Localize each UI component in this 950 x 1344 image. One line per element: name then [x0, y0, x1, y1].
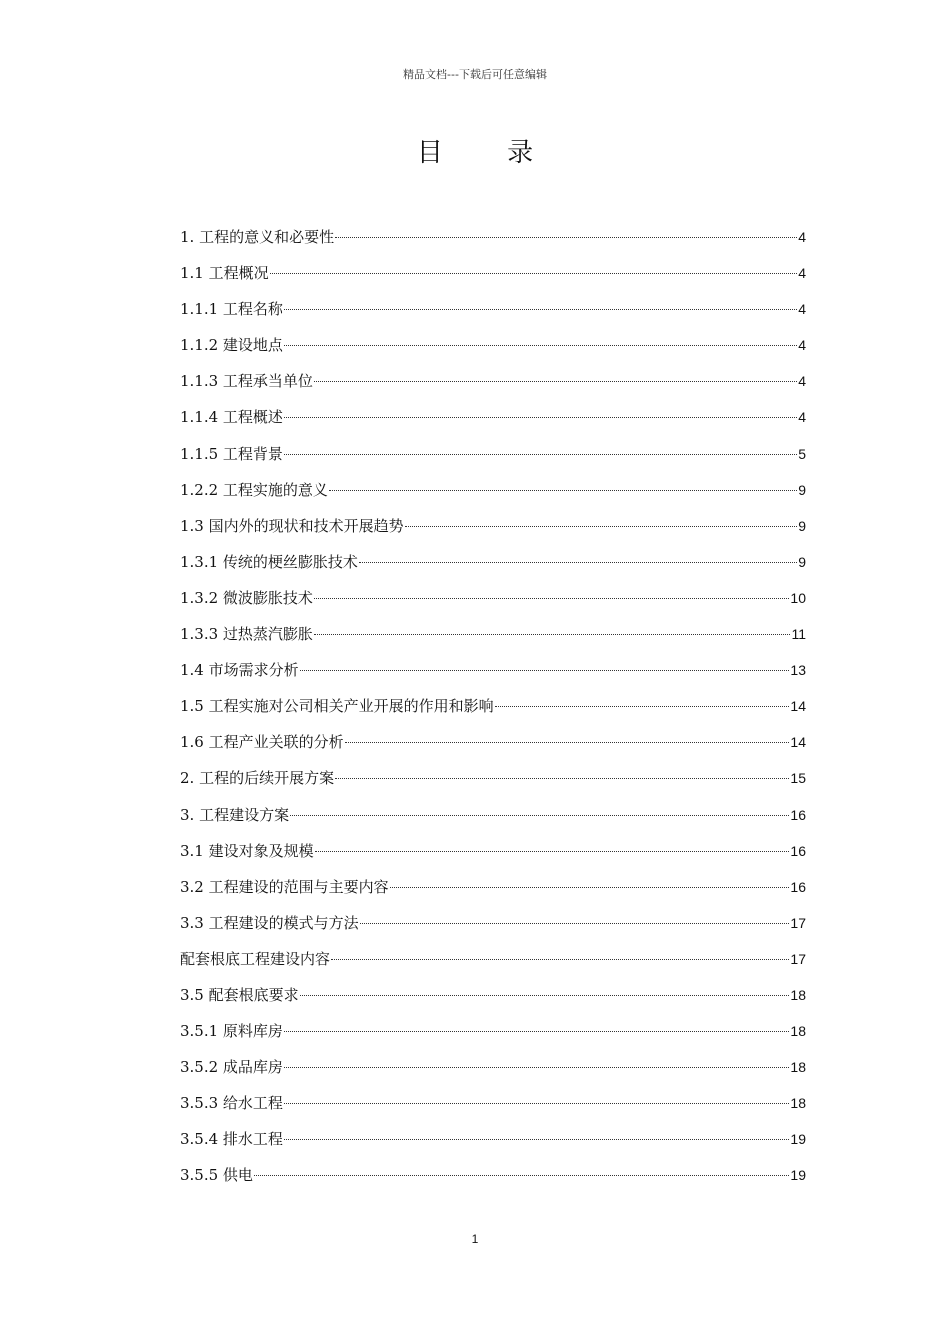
toc-entry-page: 14 — [790, 698, 806, 715]
toc-dot-leader — [335, 777, 789, 779]
toc-entry[interactable] — [180, 583, 806, 619]
toc-entry-label: 1.1.4 工程概述 — [180, 408, 283, 427]
toc-dot-leader — [495, 705, 790, 707]
toc-entry-label: 1.1.5 工程背景 — [180, 444, 283, 463]
toc-dot-leader — [284, 1102, 789, 1104]
toc-entry-page: 10 — [790, 589, 806, 606]
toc-entry-label: 3.5.5 供电 — [180, 1166, 253, 1185]
toc-entry-page: 4 — [798, 301, 806, 318]
toc-entry[interactable] — [180, 944, 806, 980]
toc-entry[interactable] — [180, 511, 806, 547]
toc-dot-leader — [360, 922, 790, 924]
toc-entry[interactable] — [180, 1088, 806, 1124]
toc-entry[interactable] — [180, 547, 806, 583]
toc-entry-page: 18 — [790, 1095, 806, 1112]
toc-entry-label: 3.5.1 原料库房 — [180, 1022, 283, 1041]
toc-entry-label: 1.2.2 工程实施的意义 — [180, 480, 328, 499]
toc-entry-label: 1.1.1 工程名称 — [180, 300, 283, 319]
toc-entry[interactable] — [180, 872, 806, 908]
toc-entry-page: 17 — [790, 914, 806, 931]
toc-entry[interactable] — [180, 691, 806, 727]
toc-title: 目 录 — [416, 138, 562, 168]
toc-entry[interactable] — [180, 402, 806, 438]
toc-entry[interactable] — [180, 836, 806, 872]
toc-entry-label: 3.1 建设对象及规模 — [180, 841, 314, 860]
toc-dot-leader — [300, 669, 790, 671]
toc-dot-leader — [314, 597, 789, 599]
toc-entry-page: 16 — [790, 842, 806, 859]
toc-entry[interactable] — [180, 763, 806, 799]
toc-dot-leader — [345, 741, 790, 743]
page-number: 1 — [471, 1232, 479, 1246]
page-header: 精品文档---下载后可任意编辑 — [403, 68, 547, 81]
toc-dot-leader — [390, 886, 790, 888]
toc-entry[interactable] — [180, 619, 806, 655]
toc-entry-page: 5 — [798, 445, 806, 462]
toc-entry-page: 4 — [798, 265, 806, 282]
toc-entry-page: 4 — [798, 229, 806, 245]
toc-dot-leader — [284, 308, 797, 310]
toc-entry[interactable] — [180, 1052, 806, 1088]
toc-dot-leader — [284, 344, 797, 346]
toc-entry-page: 9 — [798, 517, 806, 534]
toc-dot-leader — [284, 1030, 789, 1032]
toc-entry-page: 16 — [790, 806, 806, 823]
toc-dot-leader — [300, 994, 790, 996]
toc-entry[interactable] — [180, 330, 806, 366]
toc-dot-leader — [329, 489, 797, 491]
toc-entry-page: 18 — [790, 986, 806, 1003]
toc-entry-label: 3.5.3 给水工程 — [180, 1094, 283, 1113]
toc-entry-label: 1. 工程的意义和必要性 — [180, 228, 335, 246]
toc-entry-label: 1.1 工程概况 — [180, 264, 269, 283]
toc-entry-label: 1.3.3 过热蒸汽膨胀 — [180, 625, 313, 644]
toc-entry-label: 3.5.2 成品库房 — [180, 1058, 283, 1077]
toc-dot-leader — [284, 1138, 789, 1140]
toc-entry-page: 9 — [798, 553, 806, 570]
toc-dot-leader — [314, 633, 791, 635]
toc-dot-leader — [284, 1066, 789, 1068]
toc-entry[interactable] — [180, 1124, 806, 1160]
toc-entry-page: 13 — [790, 662, 806, 679]
toc-entry-label: 1.6 工程产业关联的分析 — [180, 733, 344, 752]
toc-dot-leader — [254, 1174, 789, 1176]
toc-entry[interactable] — [180, 1160, 806, 1196]
toc-dot-leader — [315, 850, 790, 852]
toc-entry[interactable] — [180, 655, 806, 691]
toc-entry[interactable] — [180, 294, 806, 330]
toc-dot-leader — [284, 453, 797, 455]
toc-entry-page: 19 — [790, 1167, 806, 1184]
toc-entry[interactable] — [180, 475, 806, 511]
toc-entry[interactable] — [180, 258, 806, 294]
toc-dot-leader — [290, 814, 789, 816]
toc-entry-label: 1.1.3 工程承当单位 — [180, 372, 313, 391]
table-of-contents — [180, 222, 806, 1197]
toc-entry-label: 1.1.2 建设地点 — [180, 336, 283, 355]
toc-entry[interactable] — [180, 727, 806, 763]
toc-entry-page: 11 — [791, 626, 806, 643]
toc-entry-label: 1.4 市场需求分析 — [180, 661, 299, 680]
toc-entry-page: 4 — [798, 373, 806, 390]
toc-entry-page: 18 — [790, 1023, 806, 1040]
toc-dot-leader — [331, 958, 789, 960]
toc-entry-page: 4 — [798, 337, 806, 354]
toc-entry[interactable] — [180, 222, 806, 258]
toc-entry-page: 18 — [790, 1059, 806, 1076]
toc-dot-leader — [314, 380, 797, 382]
toc-entry[interactable] — [180, 800, 806, 836]
toc-entry-label: 3.5.4 排水工程 — [180, 1130, 283, 1149]
toc-dot-leader — [335, 236, 797, 238]
toc-entry-label: 1.3 国内外的现状和技术开展趋势 — [180, 516, 404, 535]
toc-dot-leader — [270, 272, 798, 274]
toc-entry-label: 3.5 配套根底要求 — [180, 985, 299, 1004]
toc-entry[interactable] — [180, 980, 806, 1016]
toc-entry-page: 4 — [798, 409, 806, 426]
toc-entry-label: 3.2 工程建设的范围与主要内容 — [180, 877, 389, 896]
toc-entry-page: 17 — [790, 950, 806, 967]
toc-entry-page: 15 — [790, 770, 806, 787]
toc-entry-page: 19 — [790, 1131, 806, 1148]
toc-entry-label: 3. 工程建设方案 — [180, 805, 290, 824]
toc-dot-leader — [284, 416, 797, 418]
toc-entry-page: 16 — [790, 878, 806, 895]
toc-entry[interactable] — [180, 1016, 806, 1052]
toc-dot-leader — [405, 525, 798, 527]
toc-entry-label: 2. 工程的后续开展方案 — [180, 769, 335, 788]
toc-entry-page: 14 — [790, 734, 806, 751]
toc-entry[interactable] — [180, 439, 806, 475]
toc-entry[interactable] — [180, 366, 806, 402]
toc-entry[interactable] — [180, 908, 806, 944]
toc-entry-label: 1.5 工程实施对公司相关产业开展的作用和影响 — [180, 697, 494, 716]
toc-entry-label: 1.3.1 传统的梗丝膨胀技术 — [180, 552, 358, 571]
toc-entry-label: 3.3 工程建设的模式与方法 — [180, 913, 359, 932]
toc-entry-label: 1.3.2 微波膨胀技术 — [180, 588, 313, 607]
toc-entry-label: 配套根底工程建设内容 — [180, 949, 331, 968]
toc-entry-page: 9 — [798, 481, 806, 498]
toc-dot-leader — [359, 561, 797, 563]
